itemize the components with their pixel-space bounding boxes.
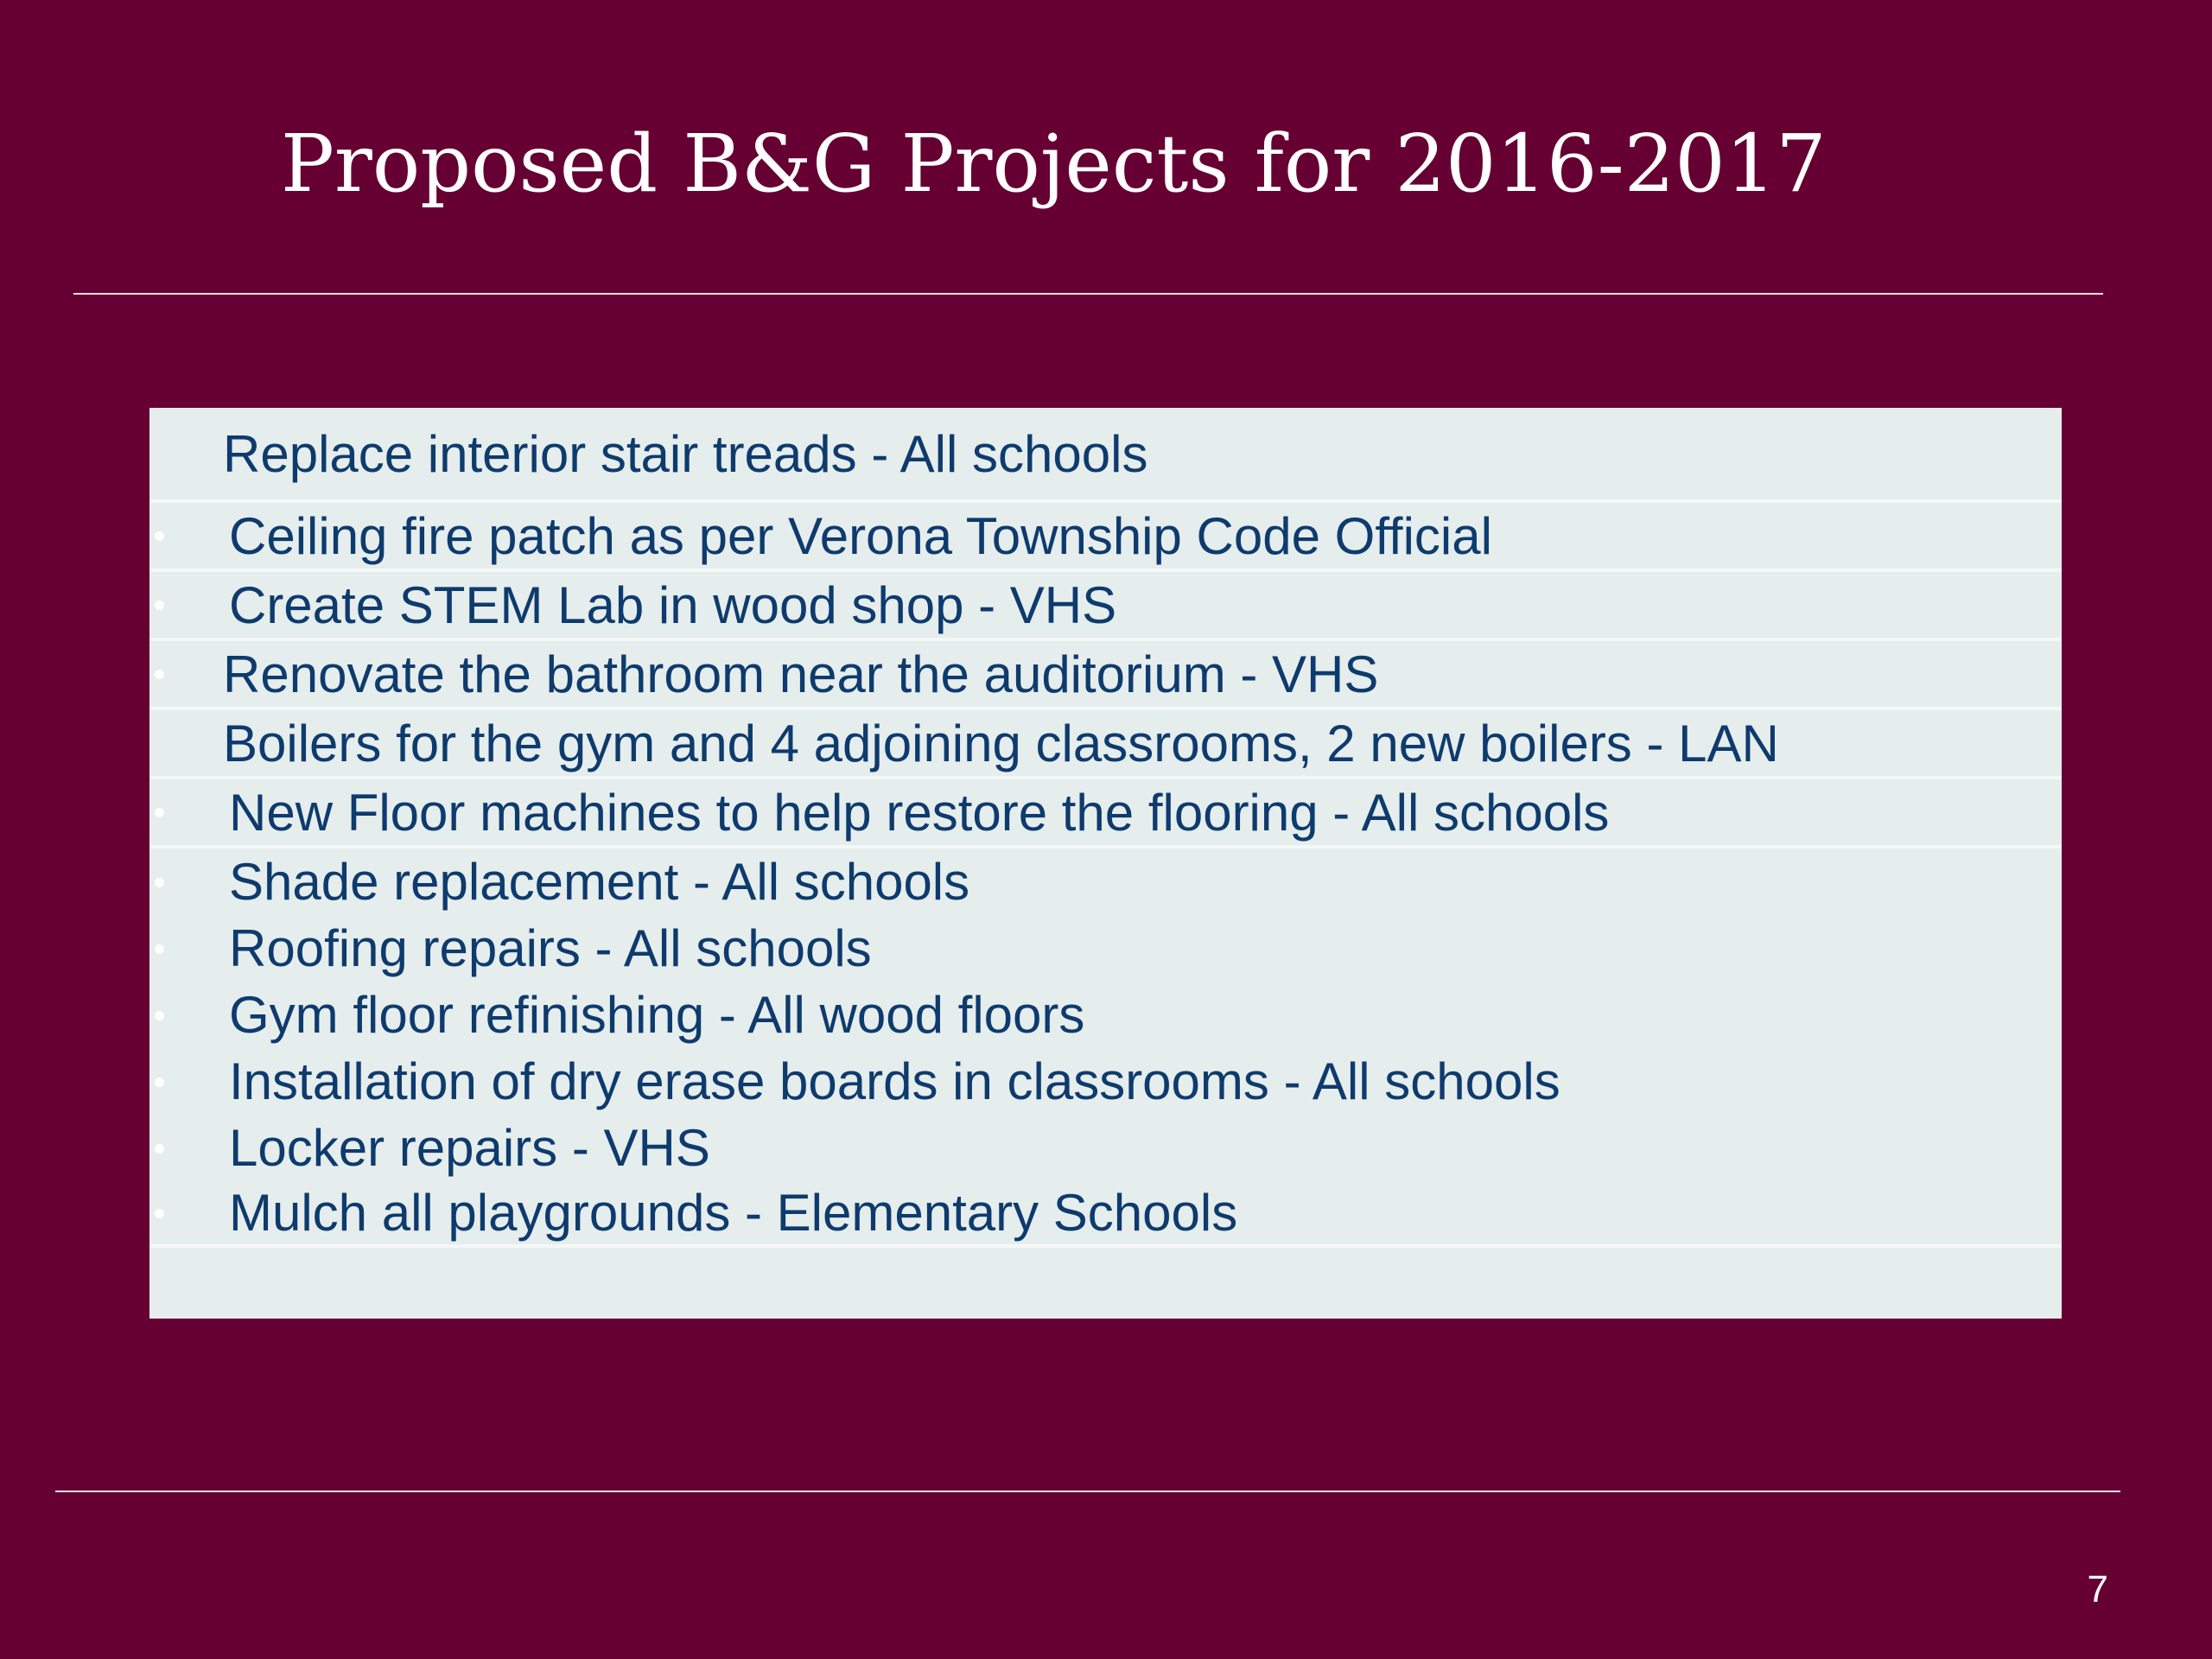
project-text: Renovate the bathroom near the auditorium - VHS — [223, 645, 1379, 703]
project-text: Create STEM Lab in wood shop - VHS — [229, 575, 1117, 634]
bullet-icon — [155, 670, 164, 679]
project-row — [149, 1048, 2062, 1115]
project-text: New Floor machines to help restore the flooring - All schools — [229, 783, 1610, 842]
project-row — [149, 1115, 2062, 1181]
bullet-icon — [155, 878, 164, 887]
footer-divider — [55, 1491, 2120, 1492]
title-divider — [73, 293, 2103, 295]
projects-table — [149, 408, 2062, 1319]
project-row — [149, 408, 2062, 503]
project-text: Locker repairs - VHS — [229, 1119, 710, 1177]
project-text: Replace interior stair treads - All schools — [223, 424, 1148, 483]
bullet-icon — [155, 1011, 164, 1020]
project-text: Ceiling fire patch as per Verona Township Code Official — [229, 506, 1492, 565]
project-text: Boilers for the gym and 4 adjoining classrooms, 2 new boilers - LAN — [223, 714, 1779, 772]
bullet-icon — [155, 1144, 164, 1154]
project-row — [149, 572, 2062, 641]
bullet-icon — [155, 531, 164, 541]
project-row — [149, 503, 2062, 572]
project-row — [149, 982, 2062, 1048]
project-text: Roofing repairs - All schools — [229, 919, 872, 977]
bullet-icon — [155, 808, 164, 817]
project-row — [149, 1181, 2062, 1248]
project-row — [149, 641, 2062, 710]
project-text: Mulch all playgrounds - Elementary Schools — [229, 1184, 1238, 1242]
bullet-icon — [155, 601, 164, 610]
project-row — [149, 779, 2062, 849]
project-row — [149, 915, 2062, 982]
project-text: Shade replacement - All schools — [229, 853, 970, 911]
page-number: 7 — [2087, 1568, 2108, 1611]
project-row — [149, 849, 2062, 915]
project-text: Installation of dry erase boards in classrooms - All schools — [229, 1052, 1560, 1110]
slide-title: Proposed B&G Projects for 2016-2017 — [281, 118, 1827, 210]
project-text: Gym floor refinishing - All wood floors — [229, 986, 1085, 1044]
bullet-icon — [155, 1209, 164, 1218]
bullet-icon — [155, 944, 164, 954]
project-row — [149, 710, 2062, 779]
bullet-icon — [155, 1077, 164, 1087]
